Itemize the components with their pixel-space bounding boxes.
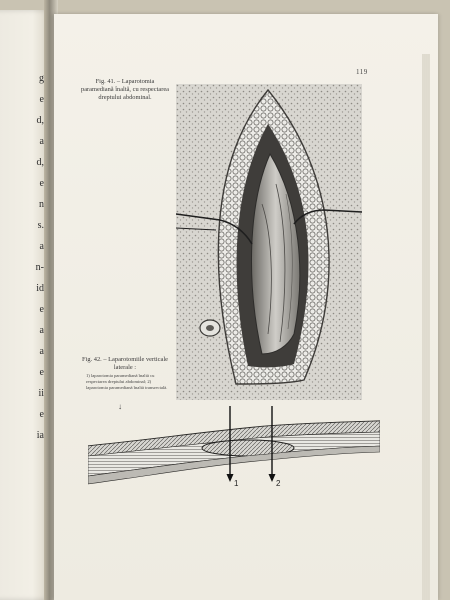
left-page <box>0 10 50 600</box>
figure-42-legend: 1) laparotomia paramediană înaltă cu respectarea dreptului abdominal; 2) laparotomia paramediană înaltă transrectală. <box>86 373 168 390</box>
left-page-fragment: a <box>39 136 44 147</box>
figure-42-caption: Fig. 42. – Laparotomiile verticale laterale : <box>82 356 168 371</box>
left-page-fragment: g <box>39 73 44 84</box>
figure-41-caption: Fig. 41. – Laparotomia paramediană înaltă, cu respectarea dreptului abdominal. <box>81 78 169 101</box>
left-page-fragment: e <box>39 94 44 105</box>
page-number: 119 <box>356 68 368 76</box>
left-page-fragment: s. <box>37 220 44 231</box>
figure-41-illustration <box>176 84 362 400</box>
incision-label-1: 1 <box>234 479 239 488</box>
left-page-fragment: ii <box>38 388 44 399</box>
left-page-fragment: n- <box>35 262 44 273</box>
left-page-fragment: a <box>39 241 44 252</box>
figure-42-pointer-arrow: ↓ <box>118 402 122 411</box>
left-page-fragment: ia <box>36 430 44 441</box>
left-page-fragment: id <box>36 283 44 294</box>
left-page-fragment: e <box>39 409 44 420</box>
left-page-fragment: e <box>39 304 44 315</box>
left-page-fragment: d, <box>36 157 44 168</box>
page-edge <box>422 54 430 600</box>
incision-label-2: 2 <box>276 479 281 488</box>
left-page-fragment: a <box>39 346 44 357</box>
left-page-fragment: a <box>39 325 44 336</box>
left-page-fragment: e <box>39 178 44 189</box>
left-page-fragment: d, <box>36 115 44 126</box>
left-page-fragment: n <box>39 199 44 210</box>
figure-42-cross-section <box>88 406 380 490</box>
left-page-fragment: e <box>39 367 44 378</box>
